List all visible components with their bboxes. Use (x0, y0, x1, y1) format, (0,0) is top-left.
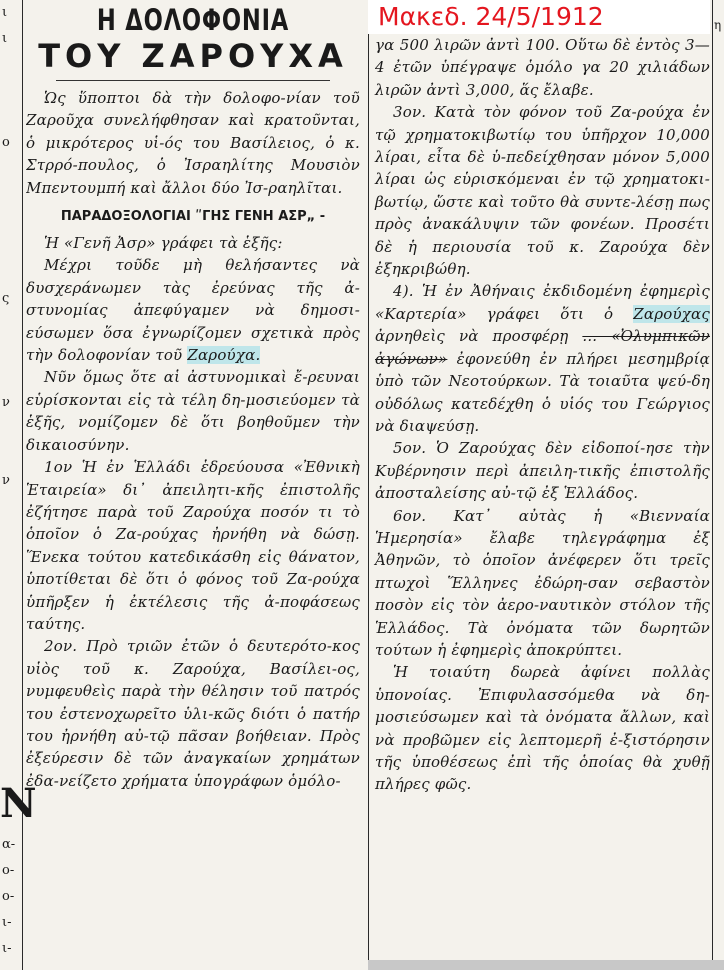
left-fragment-line: ν (2, 473, 10, 488)
left-fragment-line (0, 546, 22, 572)
right-fragment-line (713, 800, 724, 850)
headline-line-2: ΤΟΥ ΖΑΡΟΥΧΑ (38, 37, 348, 75)
article-intro: Ὡς ὕποπτοι δὰ τὴν δολοφο-νίαν τοῦ Ζαροῦχα συνελήφθησαν καὶ κρατοῦνται, ὁ μικρότερος υἱ-ός του Βασίλειος, ὁ κ. Στρρό-πουλος, ὁ Ἰσραηλίτης Μουσιὸν Μπεντουμπή καὶ ἄλλοι δύο Ἰσ-ραηλῖται. (26, 89, 360, 197)
left-fragment-line: ο (2, 135, 10, 150)
left-fragment-line (0, 650, 22, 676)
right-fragment-line (713, 300, 724, 350)
paragraph-3: Νῦν ὅμως ὅτε αἱ ἀστυνομικαὶ ἔ-ρευναι εὑρίσκονται εἰς τὰ τέλη δη-μοσιεύομεν τὰ ἑξῆς, νομίζομεν δὲ ὅτι βοηθοῦμεν τὴν δικαιοσύνην. (26, 368, 360, 454)
left-fragment-line (0, 182, 22, 208)
paragraph-point-6: 6ον. Κατ᾽ αὐτὰς ἡ «Βιενναία Ἡμερησία» ἔλαβε τηλεγράφημα ἐξ Ἀθηνῶν, τὸ ὁποῖον ἀνέφερεν ὅτι τρεῖς πτωχοὶ Ἕλληνες ἐδώρη-σαν σεβαστὸν ποσὸν εἰς τὸν ἀερο-ναυτικὸν στόλον τῆς Ἑλλάδος. Τὰ ὀνόματα τῶν δωρητῶν τούτων ἡ ἐφημερὶς ἀποκρύπτει. (375, 506, 710, 659)
left-fragment-line (0, 754, 22, 780)
left-fragment-line (0, 156, 22, 182)
left-fragment-line (0, 234, 22, 260)
right-fragment-line (713, 450, 724, 500)
left-fragment-line: ο- (2, 863, 15, 878)
date-stamp: Μακεδ. 24/5/1912 (368, 0, 710, 34)
headline-line-1: Η ΔΟΛΟΦΟΝΙΑ (96, 3, 290, 37)
right-fragment-line: η (714, 18, 722, 32)
right-fragment-line (713, 250, 724, 300)
right-column-fragment (712, 0, 724, 970)
left-fragment-line: ι (2, 5, 8, 20)
left-fragment-line: ο- (2, 889, 15, 904)
paragraph-point-4-text-b: ἀρνηθεὶς νὰ προσφέρῃ (375, 327, 569, 346)
left-fragment-line (0, 598, 22, 624)
left-fragment-line (0, 104, 22, 130)
paragraph-point-2: 2ον. Πρὸ τριῶν ἐτῶν ὁ δευτερότο-κος υἱὸς τοῦ κ. Ζαρούχα, Βασίλει-ος, νυμφευθεὶς παρὰ τὴν θέλησιν τοῦ πατρός του ἐστενοχωρεῖτο ὑλι-κῶς διότι ὁ πατήρ του ἠρνήθη αὐ-τῷ πᾶσαν βοήθειαν. Πρὸς ἐξεύρεσιν δὲ τῶν ἀναγκαίων χρημάτων ἐδα-νείζετο χρήματα ὑπογράφων ὁμόλο- (26, 637, 360, 790)
right-fragment-line (713, 150, 724, 200)
paragraph-continuation: γα 500 λιρῶν ἀντὶ 100. Οὕτω δὲ ἐντὸς 3—4 ἐτῶν ὑπέγραψε ὁμόλο γα 20 χιλιάδων λιρῶν ἀντὶ 3,000, ἅς ἔλαβε. (375, 36, 710, 99)
left-fragment-line (0, 208, 22, 234)
left-fragment-line (0, 494, 22, 520)
paragraph-point-4-text: 4). Ἡ ἐν Ἀθήναις ἐκδιδομένη ἐφημερὶς «Καρτερία» γράφει ὅτι ὁ (375, 282, 710, 323)
left-fragment-line: α- (2, 837, 16, 852)
right-fragment-line (713, 600, 724, 650)
left-fragment-line (0, 442, 22, 468)
paragraph-2 (26, 254, 360, 366)
paragraph-point-5: 5ον. Ὁ Ζαρούχας δὲν εἰδοποί-ησε τὴν Κυβέρνησιν περὶ ἀπειλη-τικῆς ἐπιστολῆς ἀποσταλείσης αὐ-τῷ ἐξ Ἑλλάδος. (375, 439, 710, 503)
left-fragment-line (0, 260, 22, 286)
bottom-scan-bar (368, 960, 724, 970)
left-fragment-line: ι (2, 31, 8, 46)
left-fragment-line (0, 364, 22, 390)
right-fragment-line (713, 650, 724, 700)
right-fragment-line (713, 500, 724, 550)
paragraph-point-3: 3ον. Κατὰ τὸν φόνον τοῦ Ζα-ρούχα ἐν τῷ χρηματοκιβωτίῳ του ὑπῆρχον 10,000 λίραι, εἶτα δὲ ὑ-πεδείχθησαν μόνον 5,000 λίραι ὡς εὑρισκόμεναι ἐν τῷ χρηματοκι-βωτίῳ, ὥστε καὶ τοῦτο θὰ συντε-λέσῃ πως πρὸς ἀνακάλυψιν τῶν φονέων. Προσέτι δὲ ἡ περιουσία τοῦ κ. Ζαρούχα δὲν ἐξηκριβώθη. (375, 103, 710, 279)
right-fragment-line (713, 750, 724, 800)
right-fragment-line (713, 400, 724, 450)
struck-line: ... «Ὀλυμπικῶν ἀγώνων» (375, 327, 710, 368)
left-fragment-line: ς (2, 291, 10, 306)
right-fragment-line (713, 350, 724, 400)
paragraph-2-text: Μέχρι τοῦδε μὴ θελήσαντες νὰ δυσχεράνωμεν τὰς ἐρεύνας τῆς ἀ-στυνομίας ἀπεφύγαμεν νὰ δημοσι-εύσωμεν ὅσα ἐγνωρίζομεν σχετικὰ πρὸς τὴν δολοφονίαν τοῦ (26, 256, 360, 365)
left-fragment-line (0, 78, 22, 104)
right-fragment-line (713, 200, 724, 250)
left-fragment-line (0, 338, 22, 364)
left-fragment-line: ν (2, 395, 10, 410)
headline-rule (56, 80, 330, 81)
left-fragment-line (0, 676, 22, 702)
right-fragment-line (713, 850, 724, 900)
highlighted-name: Ζαρούχα. (187, 346, 261, 365)
paragraph-point-4-text-c: ἐφονεύθη ἐν πλήρει μεσημβρίᾳ ὑπὸ τῶν Νεοτούρκων. Τὰ τοιαῦτα ψεύ-δη οὐδόλως κατεδέχθη ὁ υἱός του Γεώργιος νὰ διαψεύσῃ. (375, 349, 710, 435)
highlighted-name-2: Ζαρούχας (633, 304, 710, 323)
section-subheading: ΠΑΡΑΔΟΞΟΛΟΓΙΑΙ ʺΓΗΣ ΓΕΝΗ ΑΣΡ„ - (60, 209, 326, 225)
left-fragment-line (0, 572, 22, 598)
paragraph-point-4 (375, 280, 710, 437)
left-column-big-letter: N (0, 780, 37, 827)
right-fragment-line (713, 100, 724, 150)
left-fragment-line (0, 416, 22, 442)
left-fragment-line (0, 624, 22, 650)
article-column-1 (26, 0, 360, 970)
right-fragment-line (713, 900, 724, 950)
article-column-2 (368, 0, 710, 970)
left-fragment-line (0, 702, 22, 728)
paragraph-quote-lead: Ἡ «Γενῆ Ἀσρ» γράφει τὰ ἑξῆς: (44, 234, 283, 253)
left-fragment-line: ι- (2, 941, 12, 956)
left-fragment-line (0, 312, 22, 338)
right-fragment-line (713, 700, 724, 750)
left-fragment-line (0, 520, 22, 546)
paragraph-point-1: 1ον Ἡ ἐν Ἑλλάδι ἑδρεύουσα «Ἐθνικὴ Ἑταιρεία» δι᾽ ἀπειλητι-κῆς ἐπιστολῆς ἐζήτησε παρὰ τοῦ Ζαρούχα ποσόν τι τὸ ὁποῖον ὁ Ζα-ρούχας ἠρνήθη νὰ δώσῃ. Ἕνεκα τούτου κατεδικάσθη εἰς θάνατον, ὑποτίθεται δὲ ὅτι ὁ φόνος τοῦ Ζα-ρούχα ὑπῆρξεν ἡ ἐκτέλεσις τῆς ἀ-ποφάσεως ταύτης. (26, 458, 360, 633)
left-fragment-line (0, 728, 22, 754)
right-fragment-line (713, 550, 724, 600)
paragraph-closing: Ἡ τοιαύτη δωρεὰ ἀφίνει πολλὰς ὑπονοίας. Ἐπιφυλασσόμεθα νὰ δη-μοσιεύσωμεν καὶ τὰ ὀνόματα ἄλλων, καὶ νὰ προβῶμεν εἰς λεπτομερῆ ἐ-ξιστόρησιν τῆς ὑποθέσεως ἐπὶ τῆς ὁποίας θὰ χυθῇ πλήρες φῶς. (375, 663, 710, 794)
right-fragment-line (713, 50, 724, 100)
left-fragment-line: ι- (2, 915, 12, 930)
left-fragment-line (0, 52, 22, 78)
